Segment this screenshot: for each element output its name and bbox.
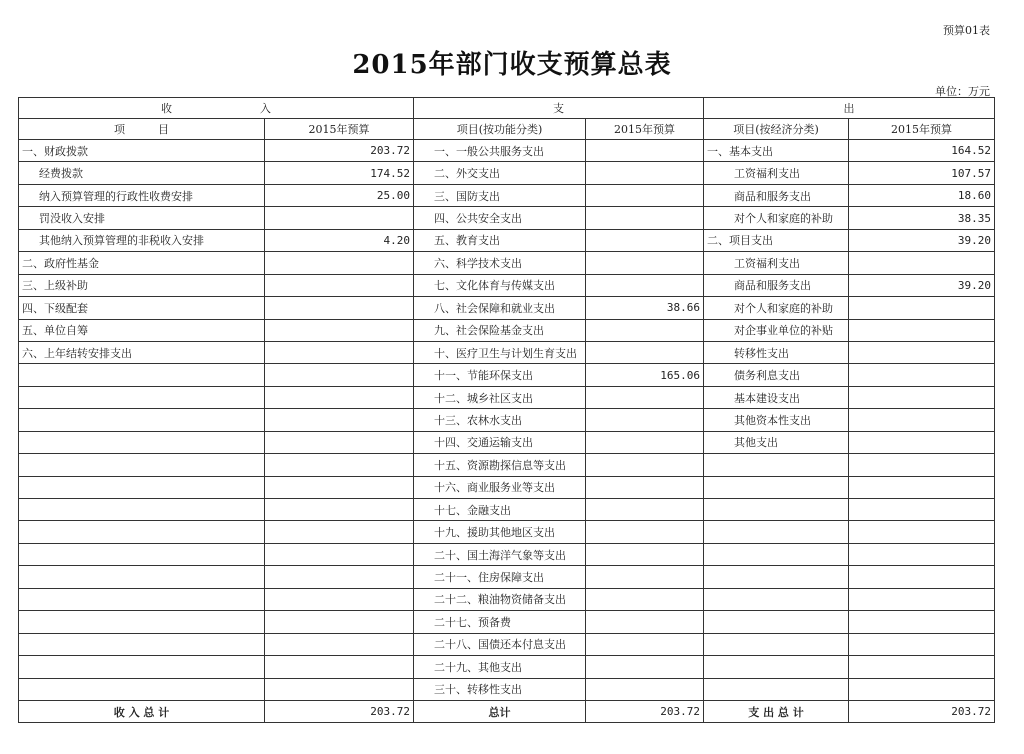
econ-item-cell [704, 566, 849, 588]
func-item-cell: 十四、交通运输支出 [414, 431, 586, 453]
func-item-cell: 二十八、国债还本付息支出 [414, 633, 586, 655]
econ-item-cell [704, 543, 849, 565]
func-item-cell: 二十一、住房保障支出 [414, 566, 586, 588]
income-value-cell [265, 656, 414, 678]
econ-item-cell: 对个人和家庭的补助 [704, 207, 849, 229]
table-row [19, 499, 995, 521]
func-item-cell: 二十、国土海洋气象等支出 [414, 543, 586, 565]
income-value-cell [265, 252, 414, 274]
table-row [19, 140, 995, 162]
econ-value-cell: 107.57 [849, 162, 995, 184]
func-item-cell: 六、科学技术支出 [414, 252, 586, 274]
econ-value-cell: 18.60 [849, 184, 995, 206]
income-value-cell: 25.00 [265, 184, 414, 206]
income-value-cell [265, 521, 414, 543]
table-row [19, 229, 995, 251]
econ-item-cell [704, 611, 849, 633]
income-item-cell: 三、上级补助 [19, 274, 265, 296]
func-value-cell [586, 162, 704, 184]
func-value-cell [586, 207, 704, 229]
income-total-label: 收 入 总 计 [19, 700, 265, 722]
func-value-cell [586, 588, 704, 610]
econ-total-value: 203.72 [849, 700, 995, 722]
income-item-cell: 其他纳入预算管理的非税收入安排 [19, 229, 265, 251]
table-row [19, 476, 995, 498]
func-value-cell [586, 140, 704, 162]
func-value-cell [586, 229, 704, 251]
func-value-cell [586, 454, 704, 476]
table-row [19, 611, 995, 633]
econ-value-cell [849, 476, 995, 498]
econ-value-cell [849, 297, 995, 319]
econ-item-cell: 基本建设支出 [704, 386, 849, 408]
econ-value-cell [849, 499, 995, 521]
totals-row [19, 700, 995, 722]
econ-value-cell [849, 566, 995, 588]
func-item-cell: 十、医疗卫生与计划生育支出 [414, 341, 586, 363]
income-item-cell [19, 364, 265, 386]
income-value-cell: 203.72 [265, 140, 414, 162]
income-value-cell [265, 297, 414, 319]
econ-value-cell [849, 678, 995, 700]
econ-item-cell: 商品和服务支出 [704, 274, 849, 296]
func-item-cell: 二、外交支出 [414, 162, 586, 184]
income-item-cell [19, 566, 265, 588]
table-row [19, 633, 995, 655]
func-value-cell [586, 656, 704, 678]
table-row [19, 656, 995, 678]
econ-item-cell [704, 454, 849, 476]
econ-item-header: 项目(按经济分类) [704, 119, 849, 140]
income-item-cell [19, 543, 265, 565]
econ-item-cell [704, 521, 849, 543]
table-row [19, 319, 995, 341]
econ-item-cell: 其他支出 [704, 431, 849, 453]
func-item-cell: 十二、城乡社区支出 [414, 386, 586, 408]
income-item-cell: 四、下级配套 [19, 297, 265, 319]
econ-value-cell [849, 588, 995, 610]
func-value-cell [586, 521, 704, 543]
econ-value-cell [849, 656, 995, 678]
income-value-cell [265, 588, 414, 610]
func-value-cell [586, 386, 704, 408]
econ-value-cell [849, 341, 995, 363]
income-value-cell [265, 543, 414, 565]
form-code: 预算01表 [943, 24, 990, 37]
expense-group-header-left: 支 [414, 98, 704, 119]
income-value-cell [265, 611, 414, 633]
table-row [19, 521, 995, 543]
econ-item-cell: 债务利息支出 [704, 364, 849, 386]
econ-item-cell [704, 476, 849, 498]
econ-item-cell: 工资福利支出 [704, 162, 849, 184]
econ-item-cell [704, 678, 849, 700]
econ-value-cell [849, 431, 995, 453]
func-item-cell: 十七、金融支出 [414, 499, 586, 521]
income-value-cell [265, 207, 414, 229]
income-item-cell [19, 633, 265, 655]
income-value-cell [265, 319, 414, 341]
income-item-cell: 二、政府性基金 [19, 252, 265, 274]
income-value-cell [265, 476, 414, 498]
econ-item-cell: 二、项目支出 [704, 229, 849, 251]
income-item-header: 项 目 [19, 119, 265, 140]
table-row [19, 184, 995, 206]
func-value-cell [586, 252, 704, 274]
func-item-cell: 二十七、预备费 [414, 611, 586, 633]
func-item-cell: 一、一般公共服务支出 [414, 140, 586, 162]
header-row-columns [19, 119, 995, 140]
func-item-cell: 九、社会保险基金支出 [414, 319, 586, 341]
income-value-cell [265, 454, 414, 476]
income-item-cell [19, 521, 265, 543]
econ-budget-header: 2015年预算 [849, 119, 995, 140]
table-row [19, 431, 995, 453]
econ-value-cell [849, 633, 995, 655]
income-item-cell: 经费拨款 [19, 162, 265, 184]
income-group-header: 收 入 [19, 98, 414, 119]
func-value-cell [586, 543, 704, 565]
econ-value-cell [849, 252, 995, 274]
econ-value-cell [849, 364, 995, 386]
expense-group-header-right: 出 [704, 98, 995, 119]
income-item-cell [19, 611, 265, 633]
econ-item-cell: 其他资本性支出 [704, 409, 849, 431]
table-row [19, 207, 995, 229]
func-total-label: 总计 [414, 700, 586, 722]
table-row [19, 297, 995, 319]
func-item-cell: 二十二、粮油物资储备支出 [414, 588, 586, 610]
econ-value-cell: 164.52 [849, 140, 995, 162]
func-value-cell: 38.66 [586, 297, 704, 319]
func-value-cell [586, 319, 704, 341]
func-value-cell: 165.06 [586, 364, 704, 386]
func-item-cell: 三十、转移性支出 [414, 678, 586, 700]
table-row [19, 162, 995, 184]
econ-value-cell: 39.20 [849, 229, 995, 251]
table-row [19, 566, 995, 588]
header-row-group [19, 98, 995, 119]
func-value-cell [586, 633, 704, 655]
income-item-cell: 罚没收入安排 [19, 207, 265, 229]
income-item-cell [19, 454, 265, 476]
income-value-cell: 4.20 [265, 229, 414, 251]
table-row [19, 274, 995, 296]
econ-item-cell [704, 656, 849, 678]
income-item-cell [19, 588, 265, 610]
func-budget-header: 2015年预算 [586, 119, 704, 140]
table-row [19, 364, 995, 386]
econ-value-cell: 38.35 [849, 207, 995, 229]
econ-item-cell: 转移性支出 [704, 341, 849, 363]
income-value-cell [265, 386, 414, 408]
econ-value-cell [849, 319, 995, 341]
income-total-value: 203.72 [265, 700, 414, 722]
income-budget-header: 2015年预算 [265, 119, 414, 140]
econ-value-cell [849, 409, 995, 431]
func-item-cell: 八、社会保障和就业支出 [414, 297, 586, 319]
econ-item-cell [704, 633, 849, 655]
econ-value-cell [849, 386, 995, 408]
func-item-cell: 二十九、其他支出 [414, 656, 586, 678]
econ-total-label: 支 出 总 计 [704, 700, 849, 722]
func-item-cell: 七、文化体育与传媒支出 [414, 274, 586, 296]
func-value-cell [586, 184, 704, 206]
page-title: 2015年部门收支预算总表 [352, 50, 672, 80]
income-item-cell [19, 409, 265, 431]
table-row [19, 341, 995, 363]
table-row [19, 252, 995, 274]
income-item-cell: 六、上年结转安排支出 [19, 341, 265, 363]
income-value-cell [265, 431, 414, 453]
func-value-cell [586, 341, 704, 363]
func-item-header: 项目(按功能分类) [414, 119, 586, 140]
income-item-cell: 五、单位自筹 [19, 319, 265, 341]
table-row [19, 409, 995, 431]
func-value-cell [586, 566, 704, 588]
econ-value-cell: 39.20 [849, 274, 995, 296]
func-item-cell: 十九、援助其他地区支出 [414, 521, 586, 543]
income-item-cell [19, 386, 265, 408]
table-row [19, 543, 995, 565]
table-row [19, 588, 995, 610]
func-total-value: 203.72 [586, 700, 704, 722]
func-item-cell: 三、国防支出 [414, 184, 586, 206]
econ-value-cell [849, 543, 995, 565]
econ-value-cell [849, 611, 995, 633]
income-item-cell [19, 476, 265, 498]
income-item-cell: 一、财政拨款 [19, 140, 265, 162]
econ-value-cell [849, 521, 995, 543]
econ-item-cell: 工资福利支出 [704, 252, 849, 274]
func-item-cell: 十五、资源勘探信息等支出 [414, 454, 586, 476]
income-value-cell [265, 409, 414, 431]
func-value-cell [586, 409, 704, 431]
func-item-cell: 五、教育支出 [414, 229, 586, 251]
econ-item-cell: 对企事业单位的补贴 [704, 319, 849, 341]
income-value-cell [265, 274, 414, 296]
econ-item-cell: 商品和服务支出 [704, 184, 849, 206]
income-value-cell [265, 678, 414, 700]
econ-item-cell [704, 499, 849, 521]
func-item-cell: 四、公共安全支出 [414, 207, 586, 229]
budget-table [18, 97, 995, 723]
unit-label: 单位：万元 [935, 85, 990, 98]
income-value-cell [265, 566, 414, 588]
income-value-cell [265, 633, 414, 655]
func-item-cell: 十三、农林水支出 [414, 409, 586, 431]
table-row [19, 678, 995, 700]
income-value-cell: 174.52 [265, 162, 414, 184]
func-value-cell [586, 678, 704, 700]
table-row [19, 386, 995, 408]
income-value-cell [265, 499, 414, 521]
income-item-cell [19, 656, 265, 678]
econ-item-cell [704, 588, 849, 610]
econ-item-cell: 一、基本支出 [704, 140, 849, 162]
income-item-cell [19, 431, 265, 453]
econ-item-cell: 对个人和家庭的补助 [704, 297, 849, 319]
func-value-cell [586, 611, 704, 633]
income-item-cell [19, 678, 265, 700]
income-item-cell: 纳入预算管理的行政性收费安排 [19, 184, 265, 206]
income-value-cell [265, 341, 414, 363]
table-row [19, 454, 995, 476]
income-value-cell [265, 364, 414, 386]
func-value-cell [586, 431, 704, 453]
func-value-cell [586, 499, 704, 521]
func-item-cell: 十六、商业服务业等支出 [414, 476, 586, 498]
econ-value-cell [849, 454, 995, 476]
func-value-cell [586, 476, 704, 498]
func-value-cell [586, 274, 704, 296]
income-item-cell [19, 499, 265, 521]
func-item-cell: 十一、节能环保支出 [414, 364, 586, 386]
